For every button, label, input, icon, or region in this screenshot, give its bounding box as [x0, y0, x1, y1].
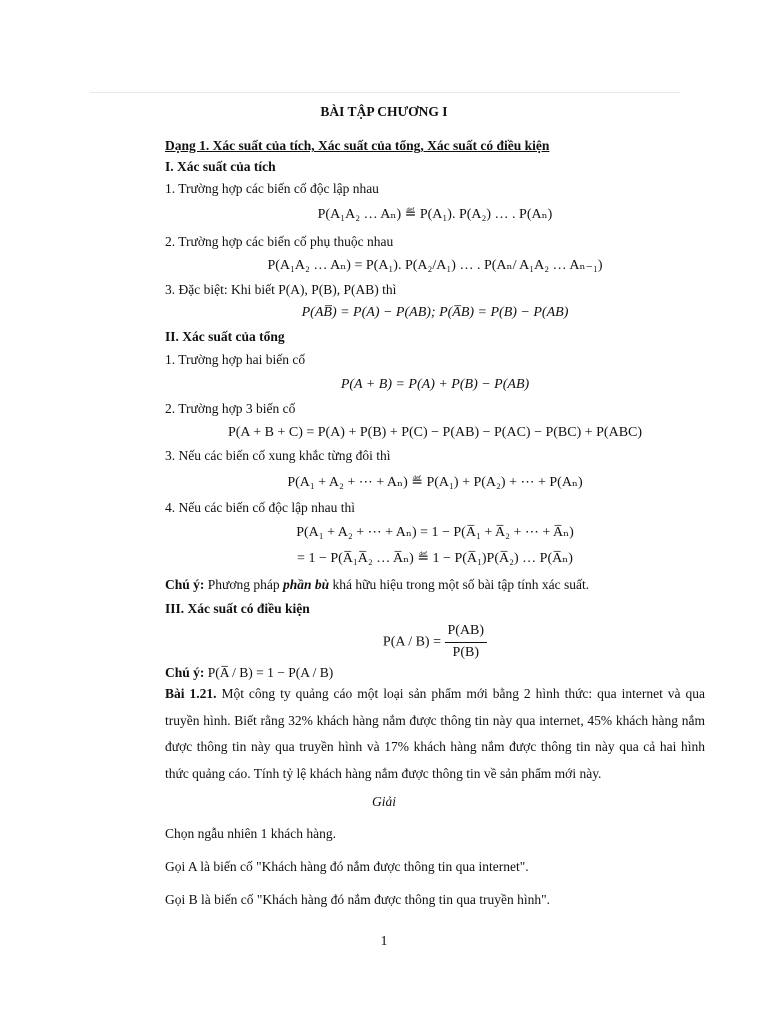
formula-two-events: P(A + B) = P(A) + P(B) − P(AB) — [340, 377, 530, 392]
case-two-events: 1. Trường hợp hai biến cố — [165, 352, 306, 367]
formula-complement-2: = 1 − P(A̅₁A̅₂ … A̅ₙ) ≝ 1 − P(A̅₁)P(A̅₂) … P(A̅ₙ) — [297, 551, 573, 566]
heading-conditional: III. Xác suất có điều kiện — [165, 601, 310, 616]
formula-three-events: P(A + B + C) = P(A) + P(B) + P(C) − P(AB) − P(AC) − P(BC) + P(ABC) — [227, 425, 643, 440]
note-conditional — [165, 665, 333, 681]
case-three-events: 2. Trường hợp 3 biến cố — [165, 401, 296, 416]
note-conditional-formula: P(A̅ / B) = 1 − P(A / B) — [204, 665, 334, 680]
solution-heading: Giải — [371, 794, 396, 809]
formula-conditional-lhs: P(A / B) = — [382, 634, 441, 650]
case-mutually-exclusive: 3. Nếu các biến cố xung khắc từng đôi thì — [165, 448, 391, 463]
case-independent-sum: 4. Nếu các biến cố độc lập nhau thì — [165, 500, 356, 515]
page-title: BÀI TẬP CHƯƠNG I — [320, 104, 448, 119]
exercise-label: Bài 1.21. — [165, 686, 217, 701]
heading-sum-probability: II. Xác suất của tổng — [165, 329, 285, 344]
fraction-numerator: P(AB) — [445, 623, 488, 643]
fraction-denominator: P(B) — [452, 644, 479, 660]
note-label: Chú ý: — [165, 577, 205, 592]
formula-complement-1: P(A₁ + A₂ + ⋯ + Aₙ) = 1 − P(A̅₁ + A̅₂ + ⋯ + A̅ₙ) — [296, 525, 574, 540]
exercise-text: Một công ty quảng cáo một loại sản phẩm mới bằng 2 hình thức: qua internet và qua truyền hình. Biết rằng 32% khách hàng nắm được thông tin này qua internet, 45% khách hàng nắm được thông tin này qua truyền hình và 17% khách hàng nắm được thông tin này qua cả hai hình thức quảng cáo. Tính tỷ lệ khách hàng nắm được thông tin về sản phẩm mới này. — [165, 686, 705, 781]
formula-conditional — [165, 623, 705, 662]
solution-line-3: Gọi B là biến cố "Khách hàng đó nắm được thông tin qua truyền hình". — [165, 892, 551, 907]
formula-special: P(AB̅) = P(A) − P(AB); P(A̅B) = P(B) − P(AB) — [301, 305, 569, 320]
formula-independent-product: P(A₁A₂ … Aₙ) ≝ P(A₁). P(A₂) … . P(Aₙ) — [317, 207, 553, 222]
note-emphasis: phần bù — [282, 577, 330, 592]
solution-line-2: Gọi A là biến cố "Khách hàng đó nắm được thông tin qua internet". — [165, 859, 529, 874]
formula-mutually-exclusive: P(A₁ + A₂ + ⋯ + Aₙ) ≝ P(A₁) + P(A₂) + ⋯ + P(Aₙ) — [287, 475, 583, 490]
page-number: 1 — [380, 934, 388, 949]
heading-product-probability: I. Xác suất của tích — [165, 159, 276, 174]
section-dang-1: Dạng 1. Xác suất của tích, Xác suất của tổng, Xác suất có điều kiện — [165, 138, 550, 153]
note-conditional-label: Chú ý: — [165, 665, 205, 680]
note-text-post: khá hữu hiệu trong một số bài tập tính xác suất. — [329, 577, 590, 592]
exercise-1-21 — [165, 681, 705, 787]
formula-dependent-product: P(A₁A₂ … Aₙ) = P(A₁). P(A₂/A₁) … . P(Aₙ/ A₁A₂ … Aₙ₋₁) — [267, 258, 603, 273]
case-special: 3. Đặc biệt: Khi biết P(A), P(B), P(AB) thì — [165, 282, 397, 297]
case-dependent: 2. Trường hợp các biến cố phụ thuộc nhau — [165, 234, 394, 249]
solution-line-1: Chọn ngẫu nhiên 1 khách hàng. — [165, 826, 336, 841]
case-independent: 1. Trường hợp các biến cố độc lập nhau — [165, 181, 379, 196]
top-divider — [90, 92, 680, 93]
fraction — [445, 623, 488, 662]
note-complement — [165, 577, 589, 593]
note-text-pre: Phương pháp — [204, 577, 283, 592]
